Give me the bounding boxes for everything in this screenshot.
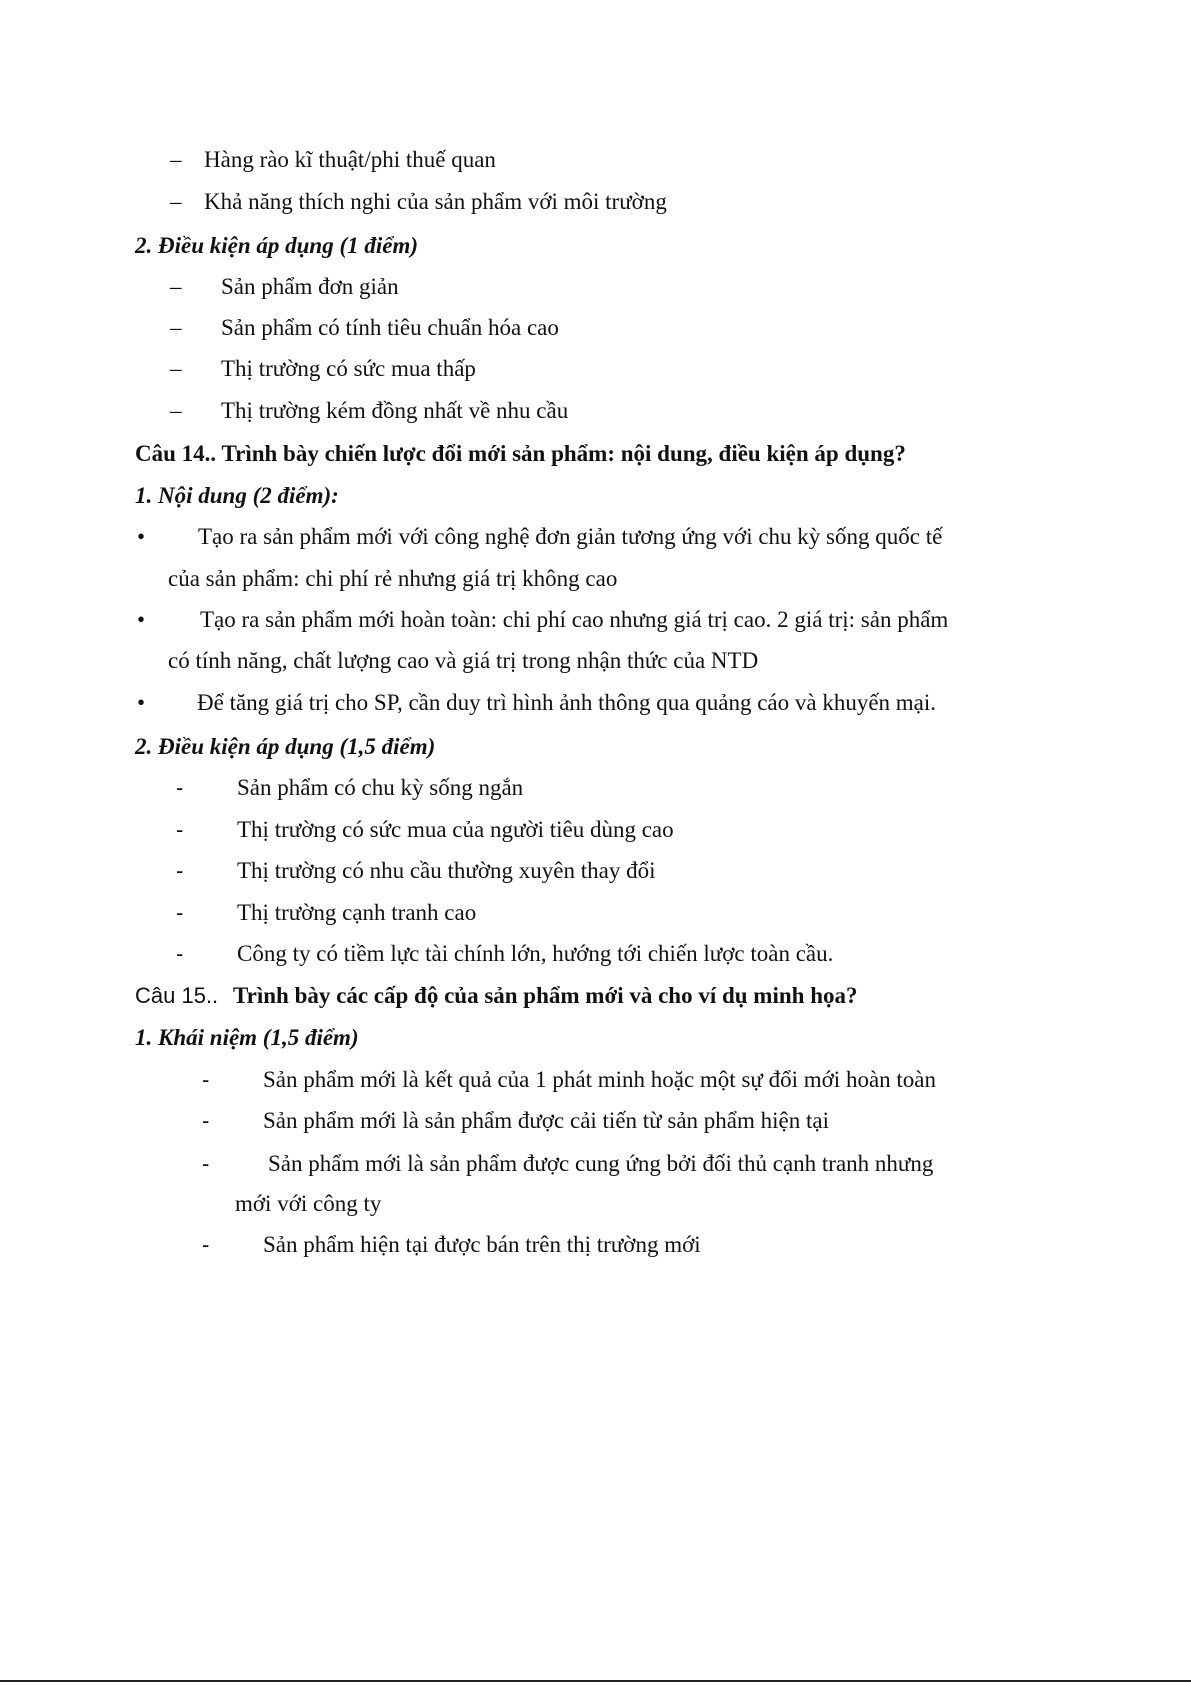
list-item: mới với công ty: [235, 1191, 382, 1216]
list-item: Thị trường cạnh tranh cao: [237, 900, 477, 925]
list-marker: -: [176, 817, 184, 842]
bullet-line: Để tăng giá trị cho SP, cần duy trì hình ảnh thông qua quảng cáo và khuyến mại.: [197, 690, 937, 715]
list-item: Công ty có tiềm lực tài chính lớn, hướng tới chiến lược toàn cầu.: [237, 941, 834, 966]
list-marker: –: [170, 147, 182, 172]
bullet-marker: •: [137, 690, 146, 715]
list-item: Sản phẩm đơn giản: [221, 274, 399, 299]
list-marker: -: [202, 1151, 210, 1176]
list-marker: -: [176, 900, 184, 925]
list-marker: -: [176, 858, 184, 883]
bullet-marker: •: [137, 607, 146, 632]
list-marker: –: [170, 356, 182, 381]
list-item: Sản phẩm mới là sản phẩm được cung ứng bởi đối thủ cạnh tranh nhưng: [268, 1151, 934, 1176]
section-heading: 2. Điều kiện áp dụng (1 điểm): [135, 233, 419, 258]
section-heading: 1. Nội dung (2 điểm):: [135, 483, 339, 508]
list-item: Sản phẩm hiện tại được bán trên thị trường mới: [263, 1232, 701, 1257]
page-bottom-rule: [0, 1680, 1191, 1682]
list-marker: -: [202, 1108, 210, 1133]
list-marker: -: [176, 775, 184, 800]
list-item: Thị trường kém đồng nhất về nhu cầu: [221, 398, 569, 423]
bullet-line: Tạo ra sản phẩm mới với công nghệ đơn giản tương ứng với chu kỳ sống quốc tế: [198, 524, 943, 549]
question-title: Câu 14.. Trình bày chiến lược đổi mới sản phẩm: nội dung, điều kiện áp dụng?: [135, 441, 906, 466]
list-marker: –: [170, 274, 182, 299]
list-marker: -: [202, 1067, 210, 1092]
list-marker: –: [170, 189, 182, 214]
list-marker: -: [202, 1232, 210, 1257]
list-marker: –: [170, 315, 182, 340]
bullet-line: của sản phẩm: chi phí rẻ nhưng giá trị không cao: [168, 566, 618, 591]
bullet-line: Tạo ra sản phẩm mới hoàn toàn: chi phí cao nhưng giá trị cao. 2 giá trị: sản phẩm: [200, 607, 949, 632]
question-label: Câu 15..: [135, 983, 219, 1008]
section-heading: 1. Khái niệm (1,5 điểm): [135, 1025, 359, 1050]
list-item: Thị trường có nhu cầu thường xuyên thay đổi: [237, 858, 656, 883]
list-item: Sản phẩm có chu kỳ sống ngắn: [237, 775, 524, 800]
list-item: Sản phẩm mới là kết quả của 1 phát minh hoặc một sự đổi mới hoàn toàn: [263, 1067, 936, 1092]
list-marker: –: [170, 398, 182, 423]
list-item: Khả năng thích nghi của sản phẩm với môi trường: [204, 189, 667, 214]
list-marker: -: [176, 941, 184, 966]
question-title: Trình bày các cấp độ của sản phẩm mới và cho ví dụ minh họa?: [233, 983, 858, 1008]
list-item: Sản phẩm có tính tiêu chuẩn hóa cao: [221, 315, 559, 340]
bullet-line: có tính năng, chất lượng cao và giá trị trong nhận thức của NTD: [168, 648, 759, 673]
section-heading: 2. Điều kiện áp dụng (1,5 điểm): [135, 734, 436, 759]
list-item: Thị trường có sức mua của người tiêu dùng cao: [237, 817, 674, 842]
bullet-marker: •: [137, 524, 146, 549]
list-item: Hàng rào kĩ thuật/phi thuế quan: [204, 147, 496, 172]
list-item: Sản phẩm mới là sản phẩm được cải tiến từ sản phẩm hiện tại: [263, 1108, 829, 1133]
list-item: Thị trường có sức mua thấp: [221, 356, 476, 381]
